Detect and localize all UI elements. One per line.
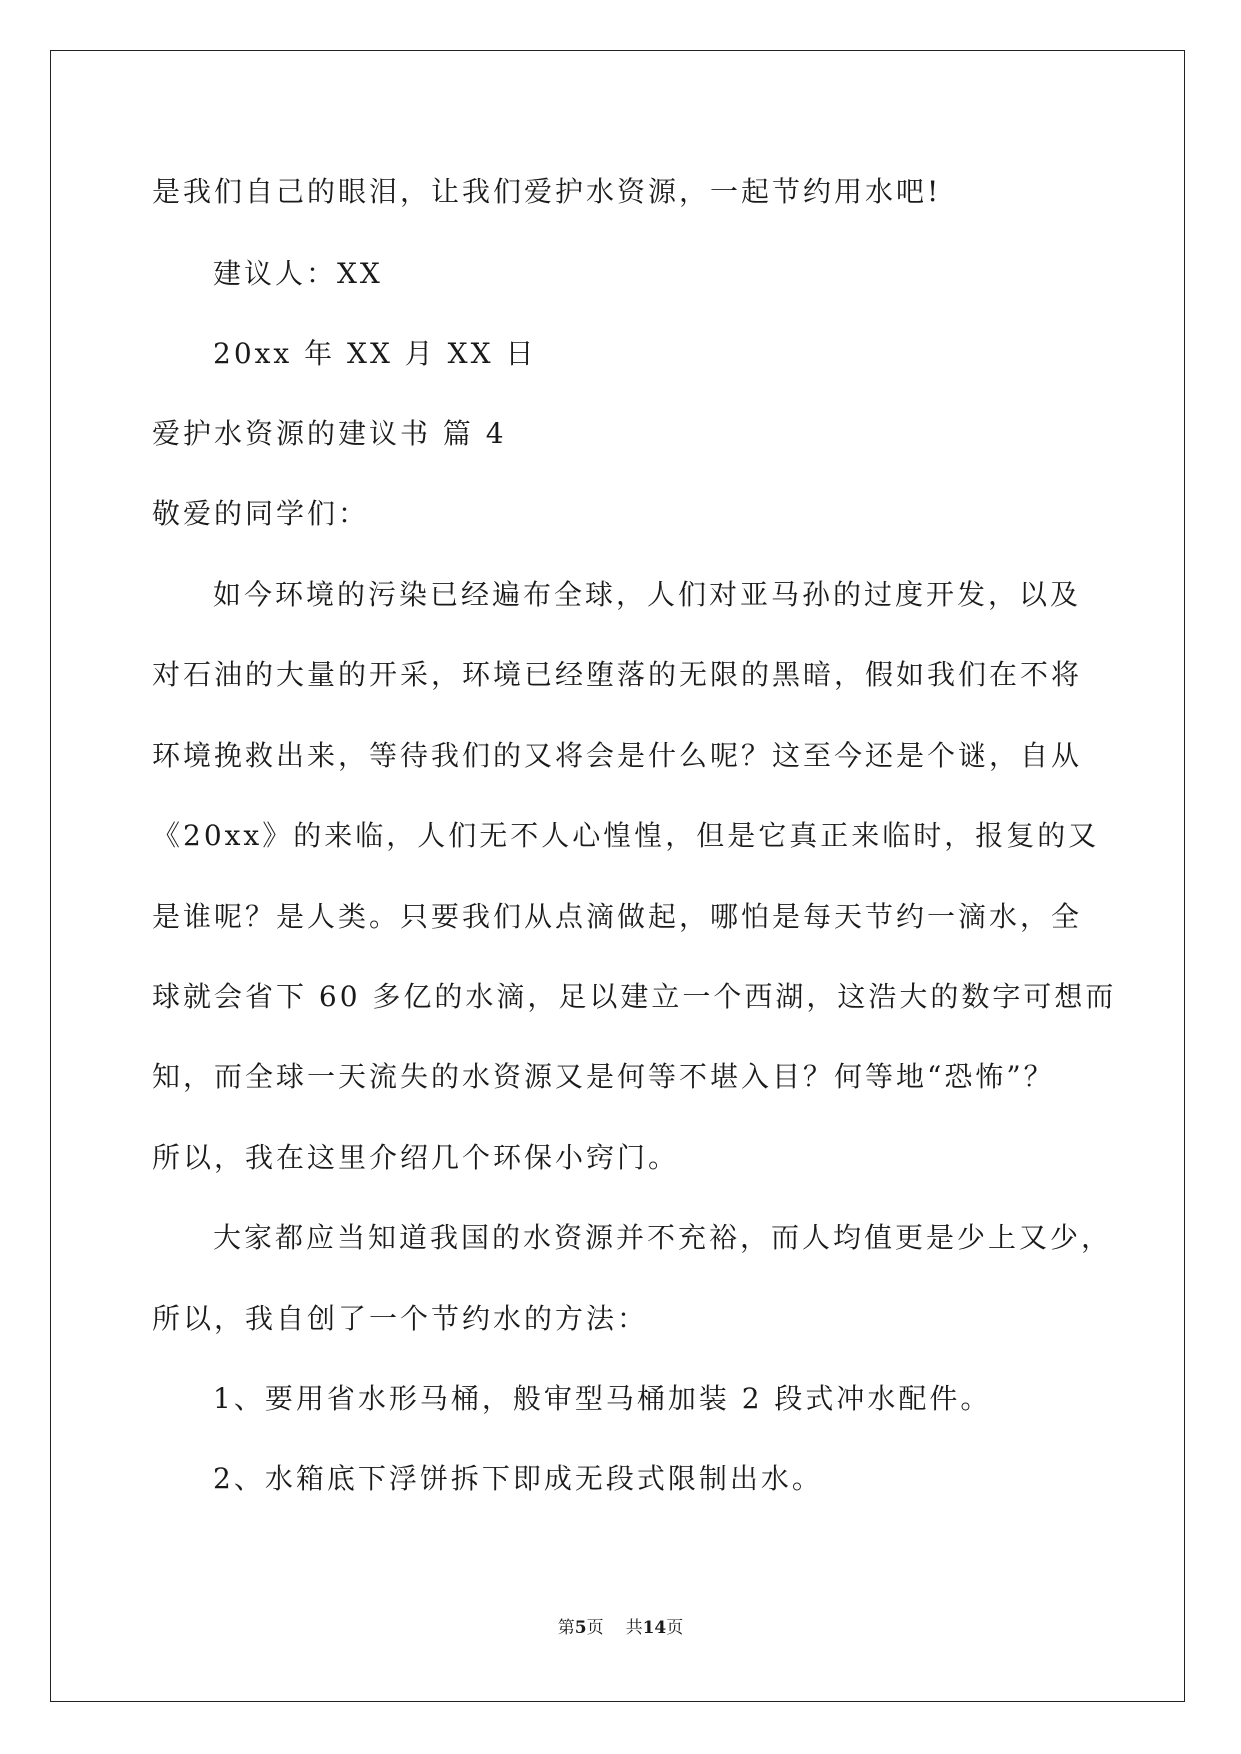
total-prefix: 共	[625, 1618, 643, 1638]
text-line-signer: 建议人：XX	[213, 257, 383, 290]
text-line: 所以，我在这里介绍几个环保小窍门。	[152, 1141, 680, 1174]
text-line: 大家都应当知道我国的水资源并不充裕，而人均值更是少上又少，	[213, 1221, 1113, 1254]
text-line-closing: 是我们自己的眼泪，让我们爱护水资源，一起节约用水吧!	[152, 175, 942, 208]
list-item-2: 2、水箱底下浮饼拆下即成无段式限制出水。	[213, 1462, 823, 1495]
page-footer	[0, 1616, 1241, 1640]
section-heading: 爱护水资源的建议书 篇 4	[152, 417, 507, 450]
text-line: 是谁呢？是人类。只要我们从点滴做起，哪怕是每天节约一滴水，全	[152, 900, 1083, 933]
text-line: 如今环境的污染已经遍布全球，人们对亚马孙的过度开发，以及	[213, 578, 1082, 611]
list-item-1: 1、要用省水形马桶，般审型马桶加装 2 段式冲水配件。	[213, 1382, 992, 1415]
text-line: 环境挽救出来，等待我们的又将会是什么呢？这至今还是个谜，自从	[152, 739, 1083, 772]
total-suffix: 页	[666, 1618, 684, 1638]
text-line: 所以，我自创了一个节约水的方法：	[152, 1302, 649, 1335]
page-prefix: 第	[557, 1618, 575, 1638]
text-line-date: 20xx 年 XX 月 XX 日	[213, 337, 537, 370]
text-line: 对石油的大量的开采，环境已经堕落的无限的黑暗，假如我们在不将	[152, 658, 1083, 691]
total-pages: 14	[642, 1618, 667, 1638]
text-line: 知，而全球一天流失的水资源又是何等不堪入目？何等地“恐怖”？	[152, 1060, 1055, 1093]
page-number: 5	[574, 1618, 587, 1638]
text-line-salutation: 敬爱的同学们：	[152, 497, 370, 530]
page-suffix: 页	[586, 1618, 604, 1638]
text-line: 《20xx》的来临，人们无不人心惶惶，但是它真正来临时，报复的又	[152, 819, 1100, 852]
text-line: 球就会省下 60 多亿的水滴，足以建立一个西湖，这浩大的数字可想而	[152, 980, 1117, 1013]
page-border	[50, 50, 1185, 1702]
